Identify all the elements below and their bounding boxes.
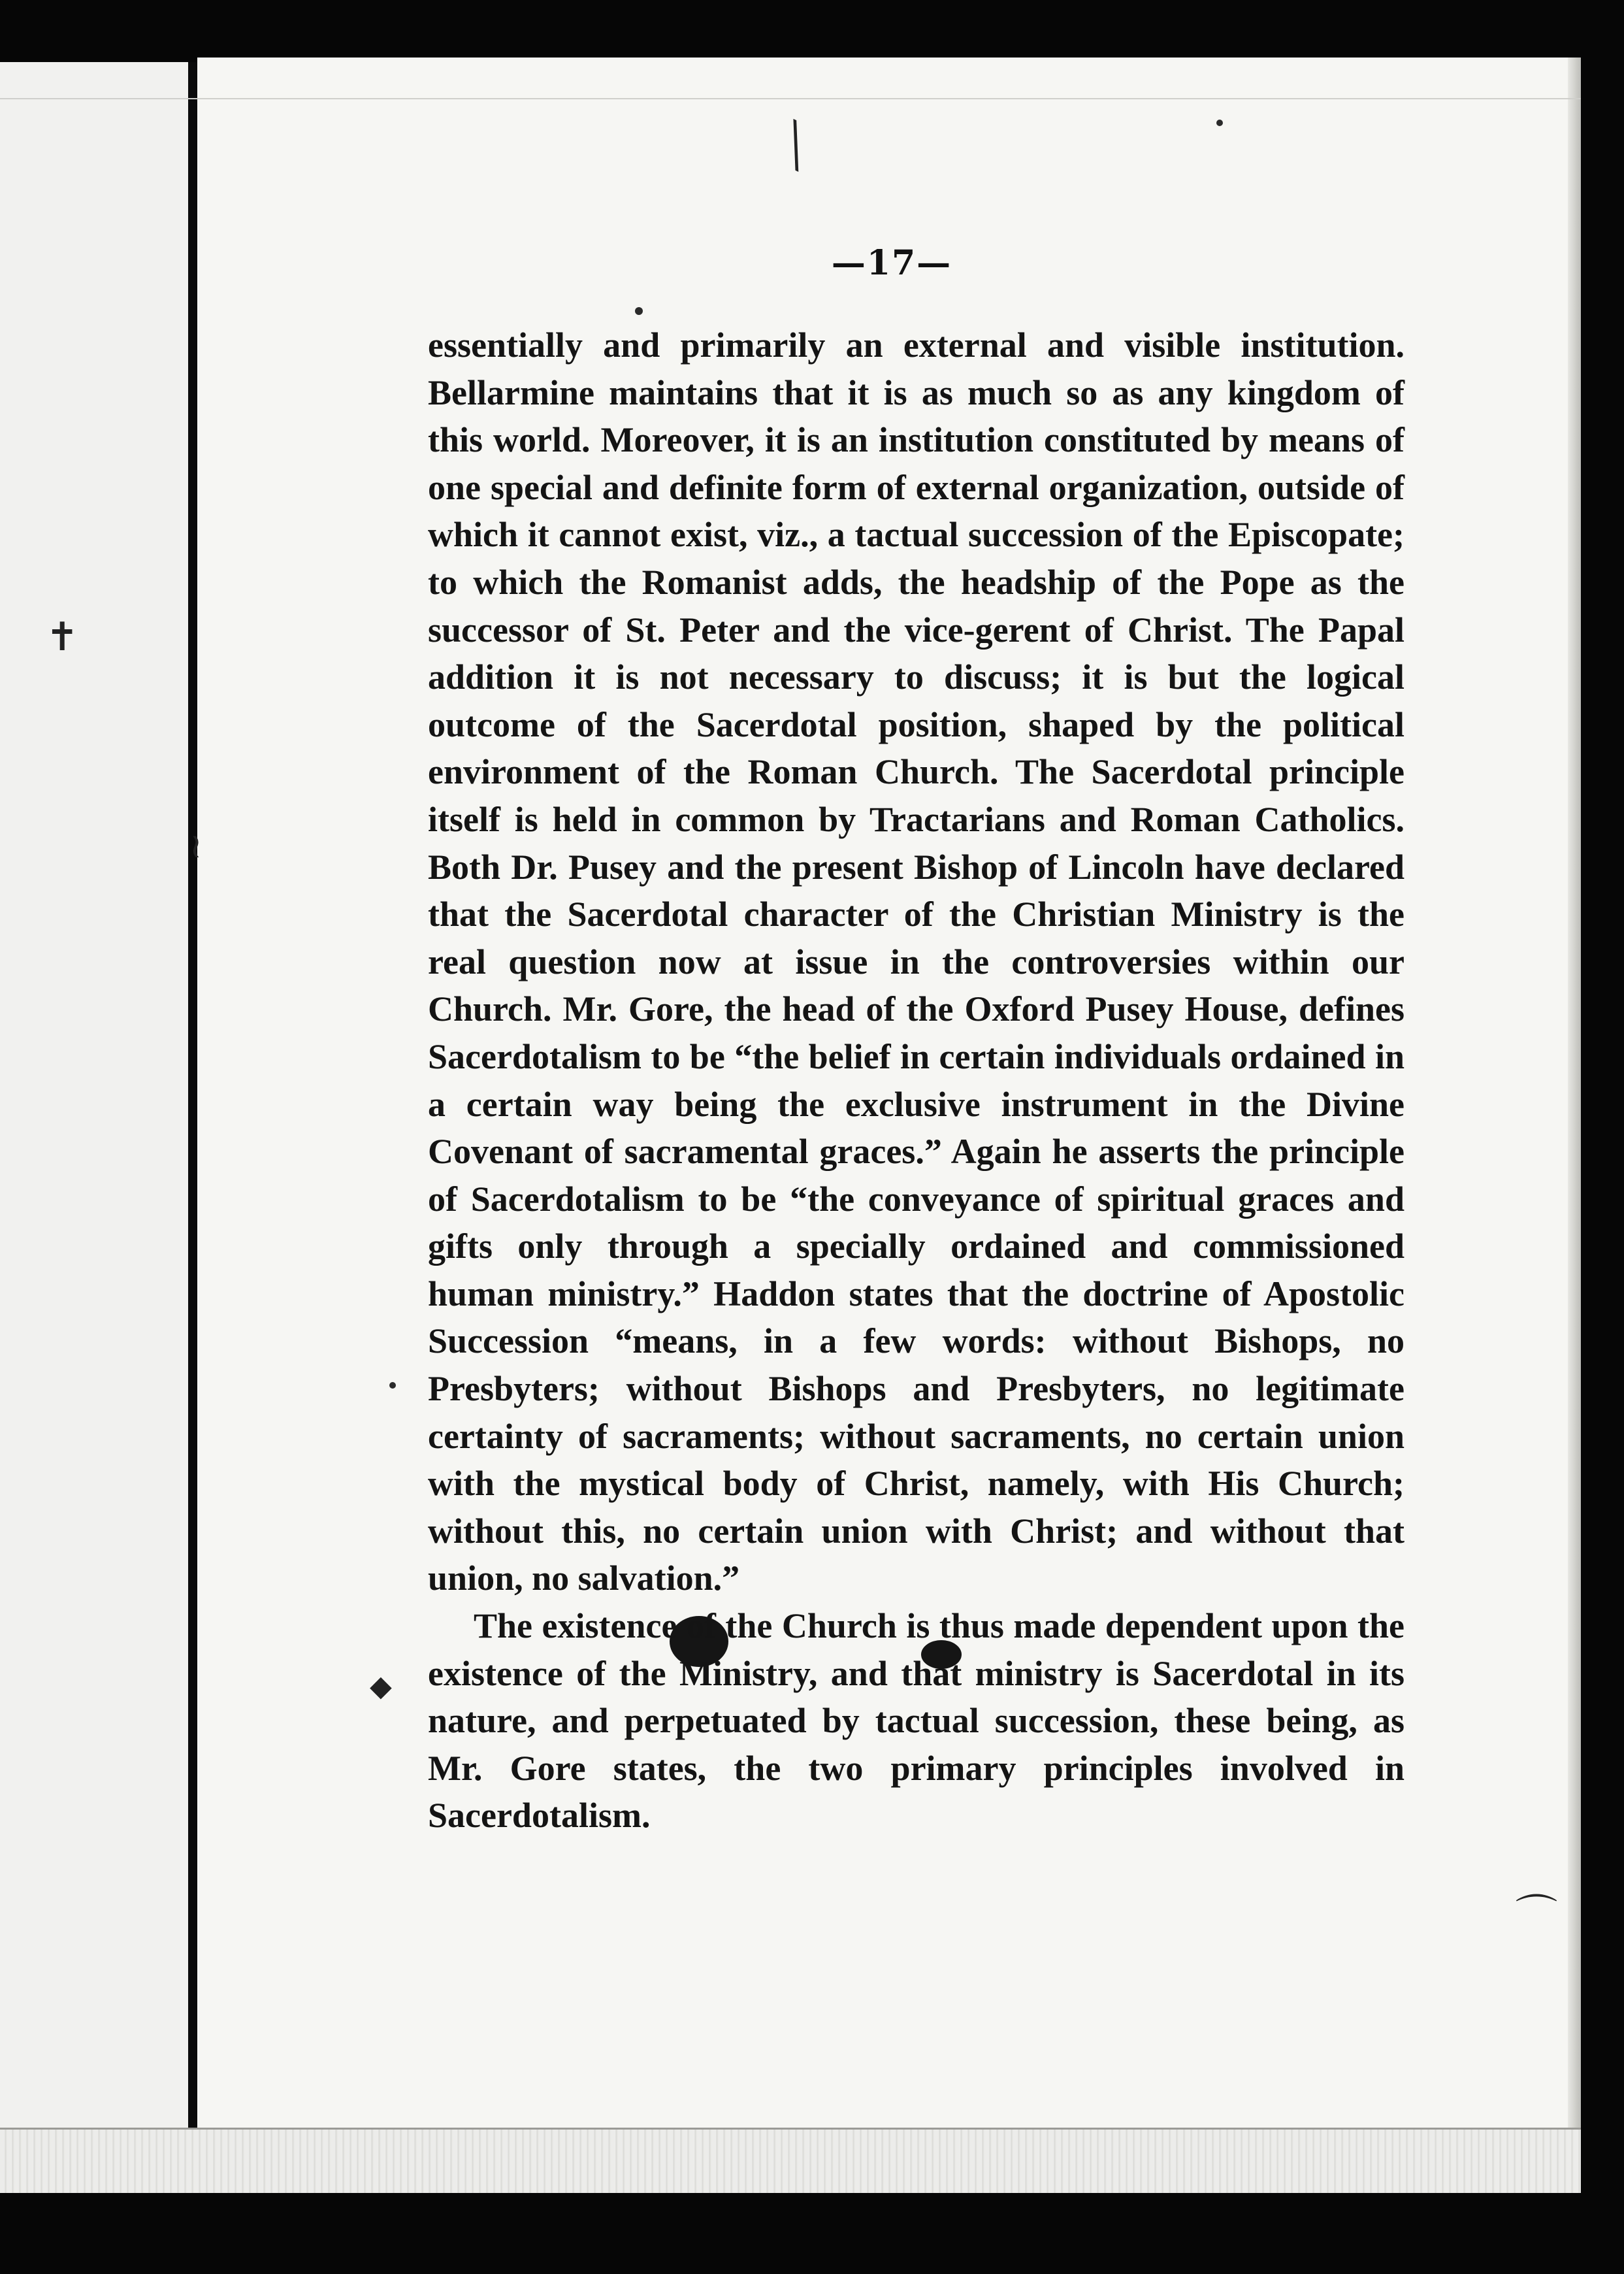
stray-mark-top: ╲ <box>775 120 817 172</box>
ink-speck-3 <box>1216 120 1223 126</box>
ink-speck-1 <box>635 307 643 315</box>
scan-bottom-rule <box>0 2128 1581 2130</box>
page-right-edge <box>1568 58 1581 2193</box>
scan-bottom-band <box>0 2128 1581 2193</box>
stray-mark-left-2: ≀ <box>189 827 203 866</box>
page-number: —17— <box>831 243 952 283</box>
body-text <box>428 321 1405 1839</box>
stray-mark-right: ⌒ <box>1516 1892 1557 1940</box>
facing-page-edge <box>0 62 188 2192</box>
stray-mark-left-3: ◆ <box>370 1670 392 1703</box>
binding-gutter <box>188 62 197 2192</box>
stray-mark-left-1: ✝ <box>46 614 79 660</box>
scan-top-rule <box>0 98 1581 99</box>
paragraph-1: essentially and primarily an external and visible institution. Bellarmine maintains that it is as much so as any kingdom of this world. Moreover, it is an institution constituted by means of one special and definite form of external organization, outside of which it cannot exist, viz., a tactual succession of the Episcopate; to which the Romanist adds, the headship of the Pope as the successor of St. Peter and the vice-gerent of Christ. The Papal addition it is not necessary to discuss; it is but the logical outcome of the Sacerdotal position, shaped by the political environment of the Roman Church. The Sacerdotal principle itself is held in common by Tractarians and Roman Catholics. Both Dr. Pusey and the present Bishop of Lincoln have declared that the Sacerdotal character of the Christian Ministry is the real question now at issue in the controversies within our Church. Mr. Gore, the head of the Oxford Pusey House, defines Sacerdotalism to be “the belief in certain individuals ordained in a certain way being the exclusive instrument in the Divine Covenant of sacramental graces.” Again he asserts the principle of Sacerdotalism to be “the conveyance of spiritual graces and gifts only through a specially ordained and commissioned human ministry.” Haddon states that the doctrine of Apostolic Succession “means, in a few words: without Bishops, no Presbyters; without Bishops and Presbyters, no legitimate certainty of sacraments; without sacraments, no certain union with the mystical body of Christ, namely, with His Church; without this, no certain union with Christ; and without that union, no salvation.” <box>428 325 1405 1598</box>
ink-speck-2 <box>389 1382 396 1389</box>
paragraph-2: The existence of the Church is thus made dependent upon the existence of the Ministry, and that ministry is Sacerdotal in its nature, and perpetuated by tactual succession, these being, as Mr. Gore states, the two primary principles involved in Sacerdotalism. <box>428 1606 1405 1836</box>
